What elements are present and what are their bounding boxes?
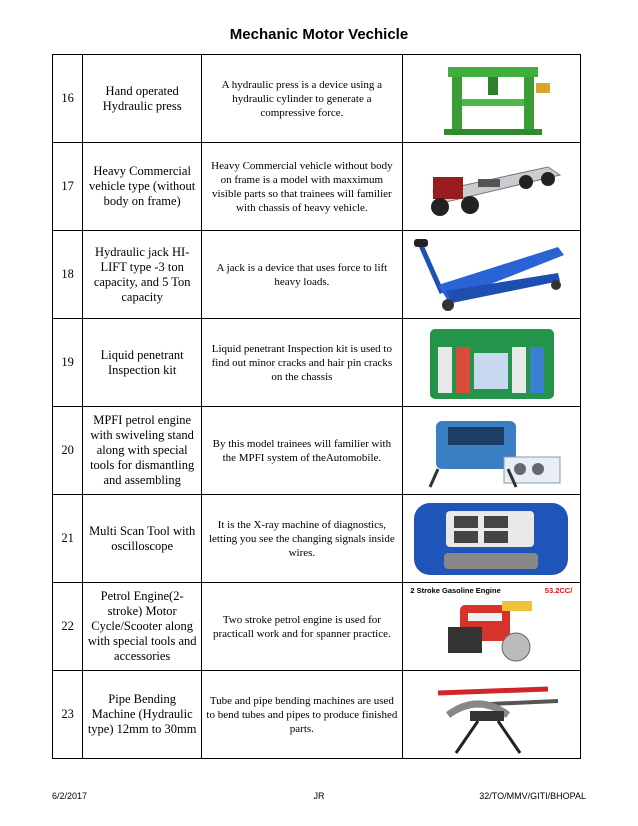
item-description: Liquid penetrant Inspection kit is used to find out minor cracks and hair pin cracks on the chassis	[202, 319, 403, 407]
item-name: Liquid penetrant Inspection kit	[83, 319, 202, 407]
page-title: Mechanic Motor Vechicle	[229, 26, 409, 43]
hydraulic-jack-photo	[408, 235, 574, 315]
item-description: It is the X-ray machine of diagnostics, letting you see the changing signals inside wires.	[202, 495, 403, 583]
footer-date: 6/2/2017	[52, 791, 88, 801]
item-description: A jack is a device that uses force to lift heavy loads.	[202, 231, 403, 319]
table-row	[53, 55, 581, 143]
row-number: 18	[53, 231, 83, 319]
equipment-table	[52, 54, 581, 759]
row-number: 22	[53, 583, 83, 671]
item-name: Multi Scan Tool with oscilloscope	[83, 495, 202, 583]
scan-tool-photo	[408, 499, 574, 579]
item-description: Tube and pipe bending machines are used to bend tubes and pipes to produce finished parts.	[202, 671, 403, 759]
two-stroke-engine-photo	[408, 587, 574, 667]
penetrant-kit-photo	[408, 323, 574, 403]
item-description: By this model trainees will familier with the MPFI system of theAutomobile.	[202, 407, 403, 495]
vehicle-chassis-photo	[408, 147, 574, 227]
item-name: Heavy Commercial vehicle type (without body on frame)	[83, 143, 202, 231]
item-name: Petrol Engine(2-stroke) Motor Cycle/Scooter along with special tools and accessories	[83, 583, 202, 671]
mpfi-engine-photo	[408, 411, 574, 491]
item-name: MPFI petrol engine with swiveling stand along with special tools for dismantling and assembling	[83, 407, 202, 495]
table-row	[53, 495, 581, 583]
table-row	[53, 143, 581, 231]
row-number: 17	[53, 143, 83, 231]
row-number: 19	[53, 319, 83, 407]
footer-reference: 32/TO/MMV/GITI/BHOPAL	[479, 791, 586, 801]
item-description: Heavy Commercial vehicle without body on frame is a model with maxximum visible parts so that trainees will familier with chassis of heavy vehicle.	[202, 143, 403, 231]
table-row	[53, 671, 581, 759]
table-row	[53, 583, 581, 671]
image-caption: 2 Stroke Gasoline Engine	[410, 585, 501, 595]
row-number: 16	[53, 55, 83, 143]
item-name: Hand operated Hydraulic press	[83, 55, 202, 143]
row-number: 23	[53, 671, 83, 759]
item-name: Pipe Bending Machine (Hydraulic type) 12mm to 30mm	[83, 671, 202, 759]
table-row	[53, 407, 581, 495]
row-number: 21	[53, 495, 83, 583]
table-row	[53, 319, 581, 407]
row-number: 20	[53, 407, 83, 495]
footer-initials: JR	[313, 791, 325, 801]
item-description: A hydraulic press is a device using a hydraulic cylinder to generate a compressive force.	[202, 55, 403, 143]
item-name: Hydraulic jack HI-LIFT type -3 ton capacity, and 5 Ton capacity	[83, 231, 202, 319]
pipe-bender-photo	[408, 675, 574, 755]
item-description: Two stroke petrol engine is used for practicall work and for spanner practice.	[202, 583, 403, 671]
table-row	[53, 231, 581, 319]
image-badge: 53.2CC/	[544, 585, 573, 595]
hydraulic-press-photo	[408, 59, 574, 139]
